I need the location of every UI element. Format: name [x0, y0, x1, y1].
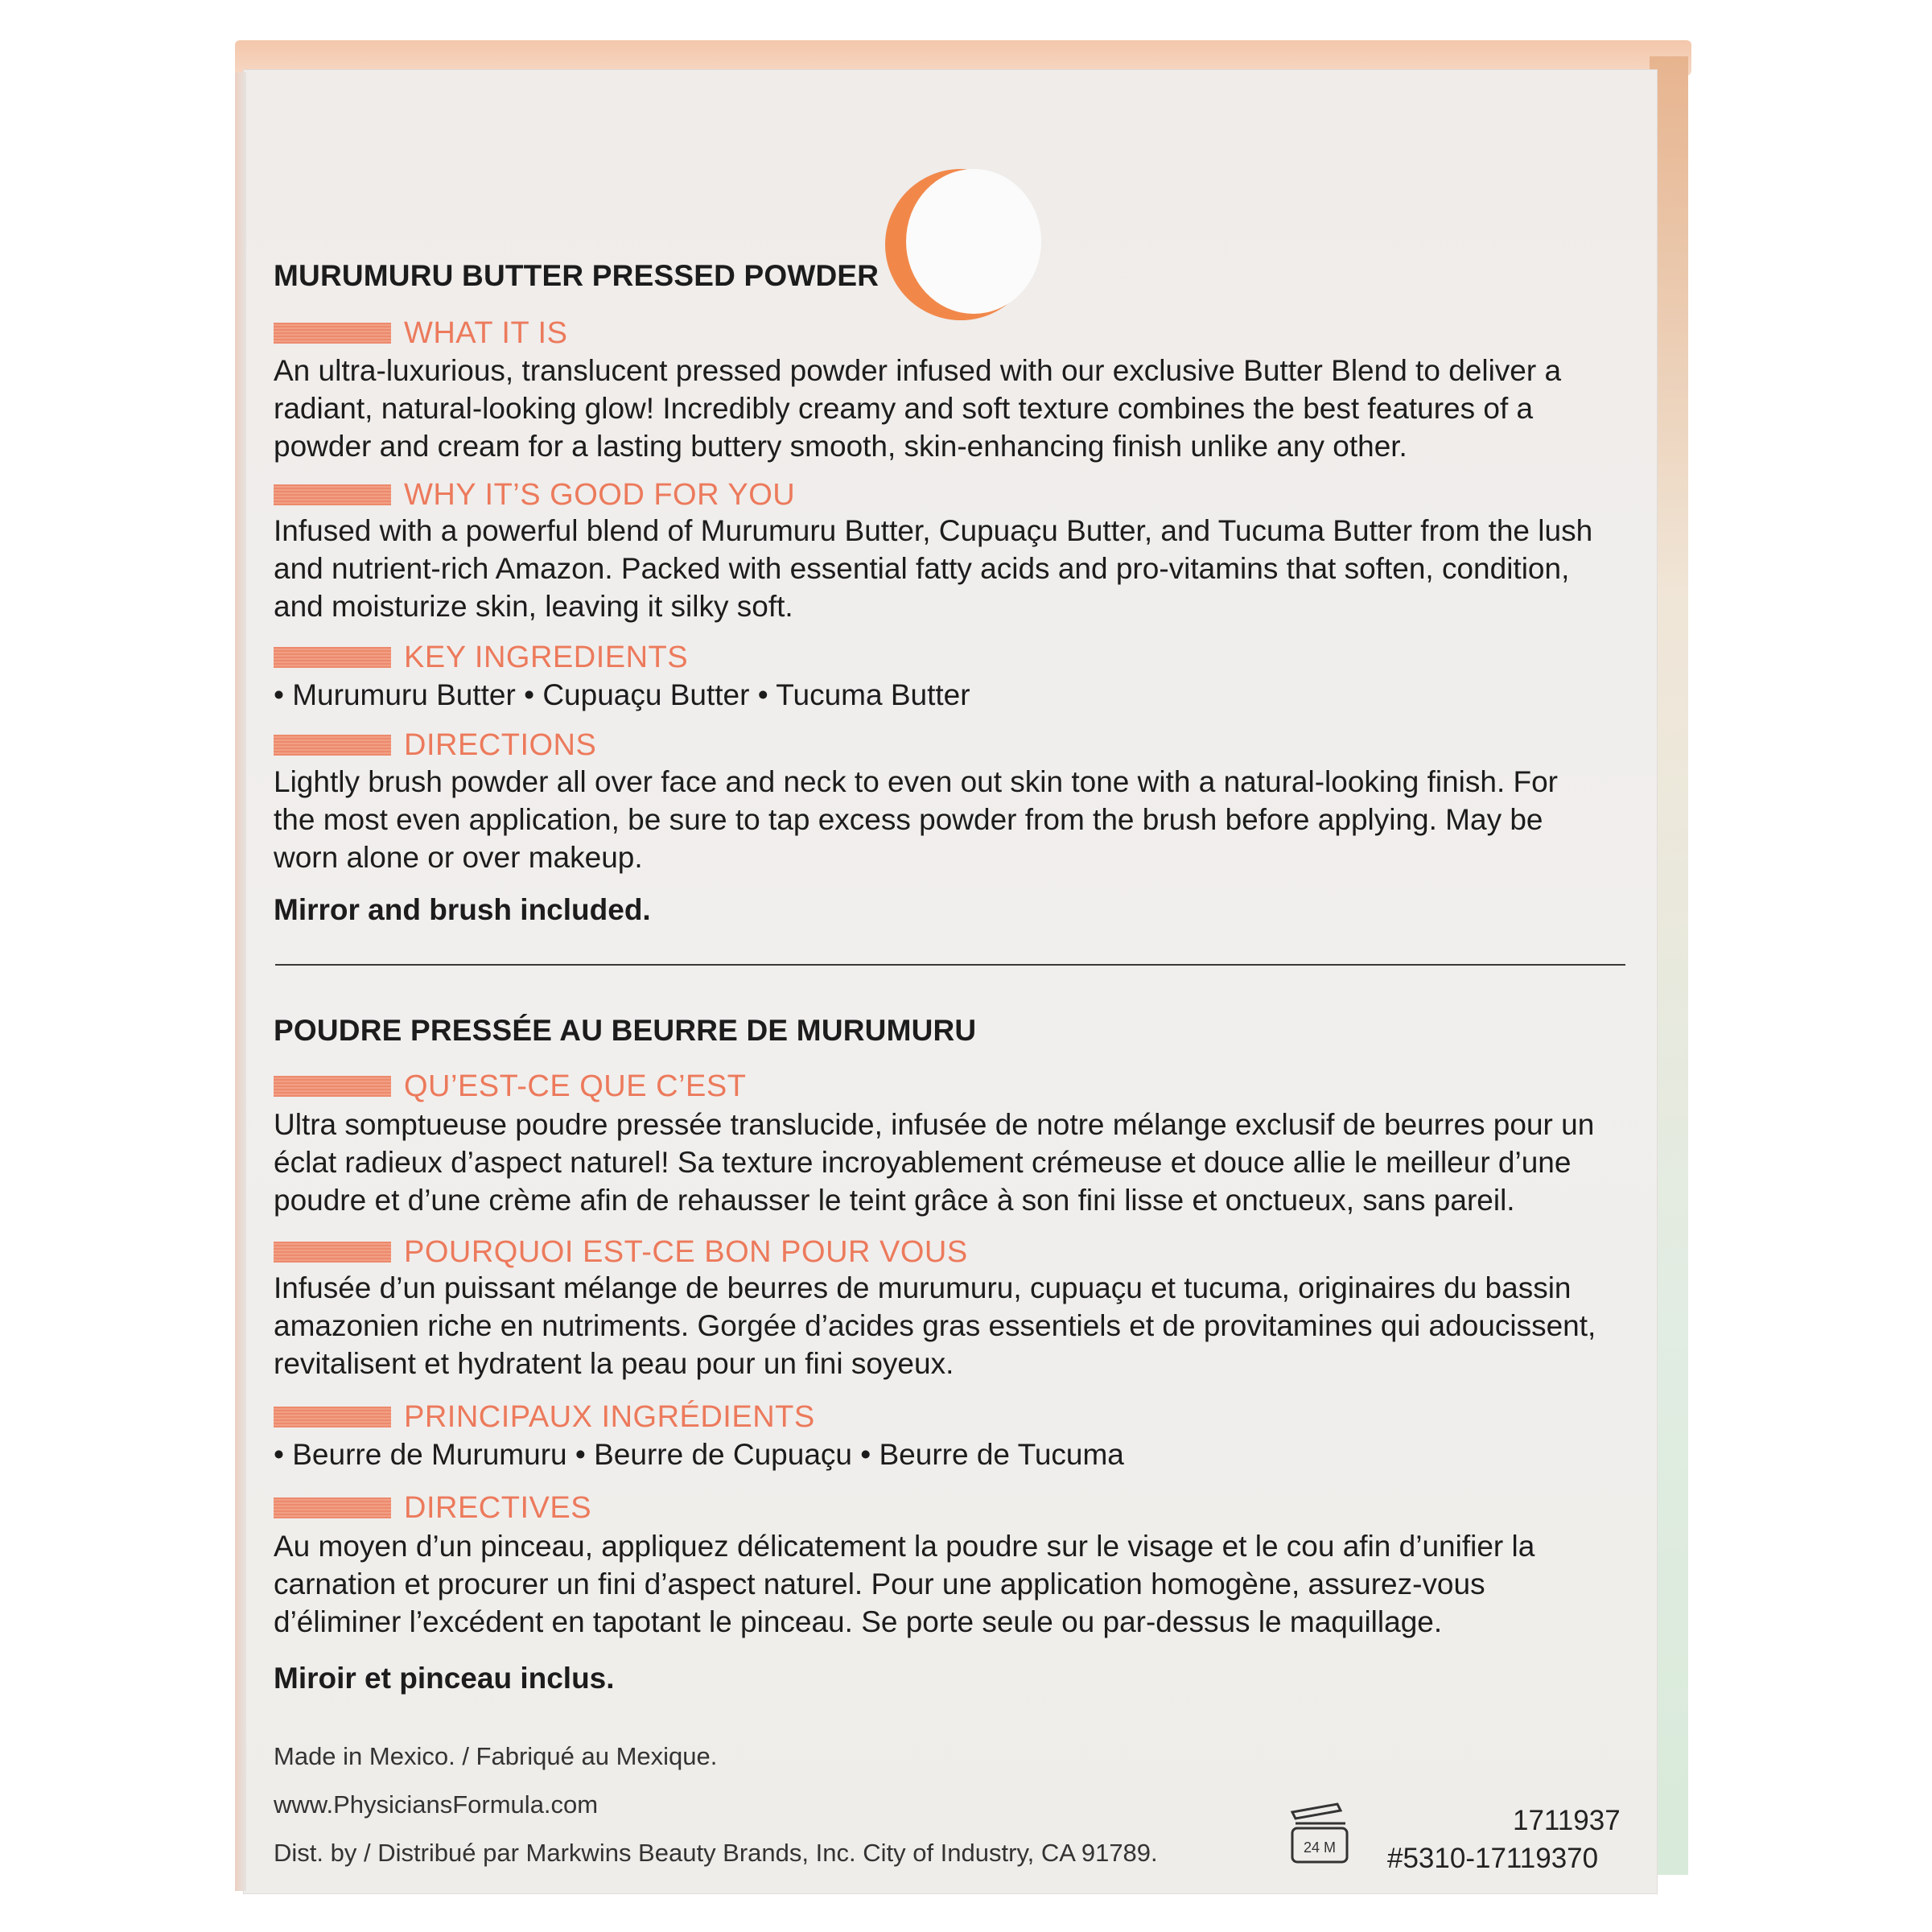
directives-text: Au moyen d’un pinceau, appliquez délicatement la poudre sur le visage et le cou afin d’unifier la carnation et procurer un fini d’aspect naturel. Pour une application homogène, assurez-vous d’éliminer l’excédent en tapotant le pinceau. Se porte seule ou par-dessus le maquillage. [274, 1530, 1535, 1638]
heading-accent-bar [274, 735, 391, 756]
section-heading-directives [274, 1492, 591, 1524]
principaux-list: • Beurre de Murumuru • Beurre de Cupuaçu • Beurre de Tucuma [274, 1438, 1124, 1471]
heading-text: DIRECTIONS [404, 727, 597, 762]
heading-accent-bar [274, 1242, 391, 1263]
heading-text: WHY IT’S GOOD FOR YOU [404, 477, 796, 512]
quest-ce-text: Ultra somptueuse poudre pressée translucide, infusée de notre mélange exclusif de beurres pour un éclat radieux d’aspect naturel! Sa texture incroyablement crémeuse et douce allie le meilleur d’une poudre et d’une crème afin de rehausser le teint grâce à son fini lisse et onctueux, sans pareil. [274, 1108, 1595, 1217]
section-heading-what-it-is [274, 317, 567, 349]
heading-text: DIRECTIVES [404, 1490, 592, 1525]
french-title: POUDRE PRESSÉE AU BEURRE DE MURUMURU [274, 1014, 977, 1047]
language-divider [275, 964, 1625, 966]
why-good-text: Infused with a powerful blend of Murumuru Butter, Cupuaçu Butter, and Tucuma Butter from the lush and nutrient-rich Amazon. Packed with essential fatty acids and pro-vitamins that soften, condition, and moisturize skin, leaving it silky soft. [274, 514, 1593, 623]
heading-text: KEY INGREDIENTS [404, 640, 689, 674]
pao-label: 24 M [1303, 1839, 1337, 1856]
heading-text: QU’EST-CE QUE C’EST [404, 1069, 747, 1103]
box-left-edge [235, 72, 246, 1891]
pourquoi-text: Infusée d’un puissant mélange de beurres de murumuru, cupuaçu et tucuma, originaires du bassin amazonien riche en nutriments. Gorgée d’acides gras essentiels et de provitamines qui adoucissent, revitalisent et hydratent la peau pour un fini soyeux. [274, 1271, 1596, 1380]
heading-text: WHAT IT IS [404, 315, 568, 350]
open-jar-icon [1287, 1801, 1355, 1870]
heading-accent-bar [274, 1407, 391, 1427]
heading-accent-bar [274, 647, 391, 668]
key-ingredients-list: • Murumuru Butter • Cupuaçu Butter • Tucuma Butter [274, 678, 970, 711]
section-heading-key-ingredients [274, 641, 688, 674]
product-code-1: 1711937 [1513, 1805, 1621, 1836]
distributor-text: Dist. by / Distribué par Markwins Beauty Brands, Inc. City of Industry, CA 91789. [274, 1839, 1158, 1867]
included-note-fr: Miroir et pinceau inclus. [274, 1662, 615, 1695]
english-title: MURUMURU BUTTER PRESSED POWDER [274, 259, 879, 292]
what-it-is-text: An ultra-luxurious, translucent pressed powder infused with our exclusive Butter Blend to deliver a radiant, natural-looking glow! Incredibly creamy and soft texture combines the best features of a powder and cream for a lasting buttery smooth, skin-enhancing finish unlike any other. [274, 354, 1562, 463]
included-note: Mirror and brush included. [274, 893, 651, 926]
directions-text: Lightly brush powder all over face and neck to even out skin tone with a natural-looking finish. For the most even application, be sure to tap excess powder from the brush before applying. May be worn alone or over makeup. [274, 765, 1559, 874]
made-in-text: Made in Mexico. / Fabriqué au Mexique. [274, 1742, 718, 1770]
heading-text: POURQUOI EST-CE BON POUR VOUS [404, 1234, 968, 1269]
section-heading-pourquoi [274, 1236, 968, 1268]
heading-text: PRINCIPAUX INGRÉDIENTS [404, 1399, 815, 1434]
section-heading-quest-ce [274, 1070, 746, 1102]
section-heading-directions [274, 729, 596, 761]
heading-accent-bar [274, 1076, 391, 1097]
section-heading-principaux [274, 1401, 815, 1433]
section-heading-why-good [274, 479, 795, 511]
heading-accent-bar [274, 1497, 391, 1518]
product-code-2: #5310-17119370 [1387, 1843, 1599, 1874]
heading-accent-bar [274, 484, 391, 505]
heading-accent-bar [274, 323, 391, 344]
hang-hole-opening [906, 169, 1041, 314]
website-text: www.PhysiciansFormula.com [274, 1790, 599, 1819]
